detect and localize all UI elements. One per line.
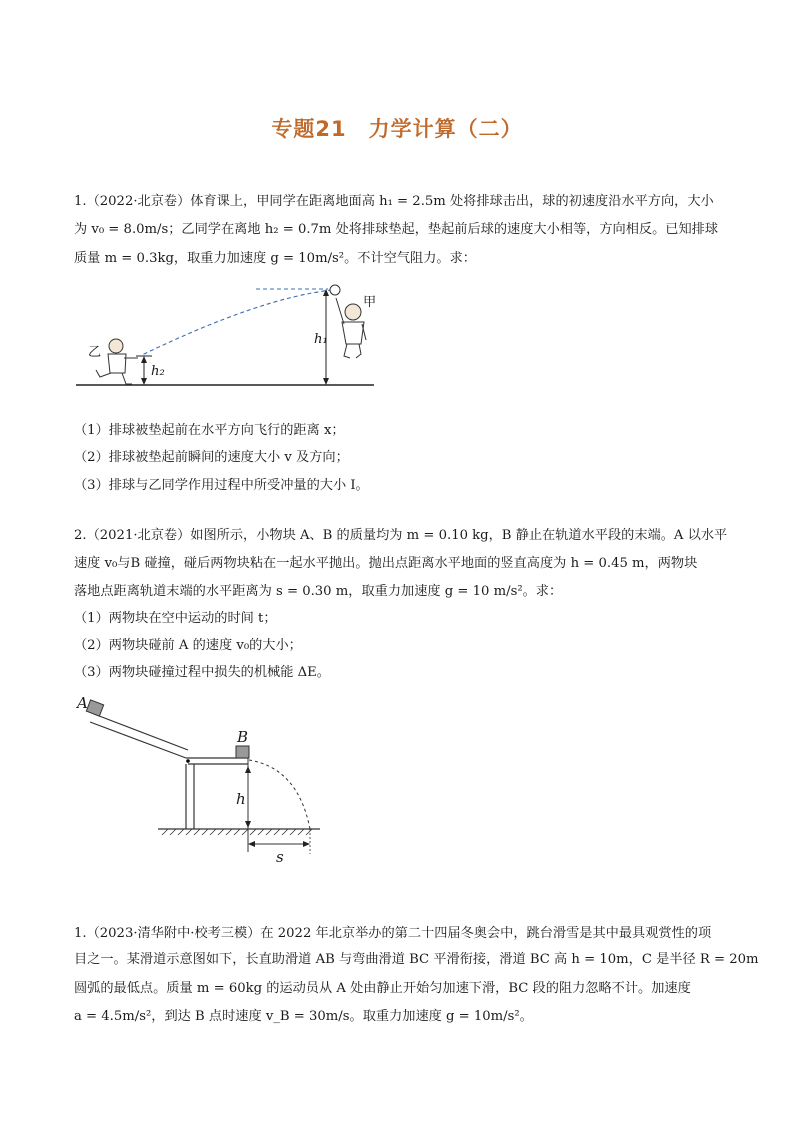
label-A: A xyxy=(77,694,88,712)
problem-1-question-2: （2）排球被垫起前瞬间的速度大小 v 及方向； xyxy=(74,450,349,465)
problem-2-question-3: （3）两物块碰撞过程中损失的机械能 ΔE。 xyxy=(74,665,330,680)
problem-2-question-1: （1）两物块在空中运动的时间 t； xyxy=(74,611,277,626)
problem-1-question-3: （3）排球与乙同学作用过程中所受冲量的大小 I。 xyxy=(74,478,369,493)
label-s: s xyxy=(276,848,284,866)
problem-3-line-1: 1.（2023·清华附中·校考三模）在 2022 年北京举办的第二十四届冬奥会中，跳台滑雪是其中最具观赏性的项 xyxy=(74,926,712,941)
page-title: 专题21 力学计算（二） xyxy=(271,117,523,141)
label-h2: h₂ xyxy=(151,364,165,379)
volleyball-figure xyxy=(70,278,390,392)
label-B: B xyxy=(237,728,249,746)
problem-1-line-2: 为 v₀ = 8.0m/s；乙同学在离地 h₂ = 0.7m 处将排球垫起，垫起前后球的速度大小相等，方向相反。已知排球 xyxy=(74,222,719,237)
problem-2-question-2: （2）两物块碰前 A 的速度 v₀的大小； xyxy=(74,638,302,653)
problem-1-question-1: （1）排球被垫起前在水平方向飞行的距离 x； xyxy=(74,423,345,438)
problem-1-line-3: 质量 m = 0.3kg，取重力加速度 g = 10m/s²。不计空气阻力。求： xyxy=(74,251,476,266)
label-jia: 甲 xyxy=(363,295,377,310)
label-h1: h₁ xyxy=(314,332,328,347)
label-h: h xyxy=(236,790,246,808)
problem-3-line-3: 圆弧的最低点。质量 m = 60kg 的运动员从 A 处由静止开始匀加速下滑，BC 段的阻力忽略不计。加速度 xyxy=(74,981,691,996)
problem-3-line-4: a = 4.5m/s²，到达 B 点时速度 v_B = 30m/s。取重力加速度 g = 10m/s²。 xyxy=(74,1009,533,1024)
collision-figure xyxy=(76,694,326,866)
problem-3-line-2: 目之一。某滑道示意图如下，长直助滑道 AB 与弯曲滑道 BC 平滑衔接，滑道 BC 高 h = 10m，C 是半径 R = 20m xyxy=(74,952,759,967)
label-yi: 乙 xyxy=(88,345,102,360)
problem-2-line-1: 2.（2021·北京卷）如图所示，小物块 A、B 的质量均为 m = 0.10 kg，B 静止在轨道水平段的末端。A 以水平 xyxy=(74,528,728,543)
problem-2-line-2: 速度 v₀与B 碰撞，碰后两物块粘在一起水平抛出。抛出点距离水平地面的竖直高度为 h = 0.45 m，两物块 xyxy=(74,556,698,571)
problem-2-line-3: 落地点距离轨道末端的水平距离为 s = 0.30 m，取重力加速度 g = 10 m/s²。求： xyxy=(74,584,563,599)
problem-1-line-1: 1.（2022·北京卷）体育课上，甲同学在距离地面高 h₁ = 2.5m 处将排球击出，球的初速度沿水平方向，大小 xyxy=(74,194,714,209)
